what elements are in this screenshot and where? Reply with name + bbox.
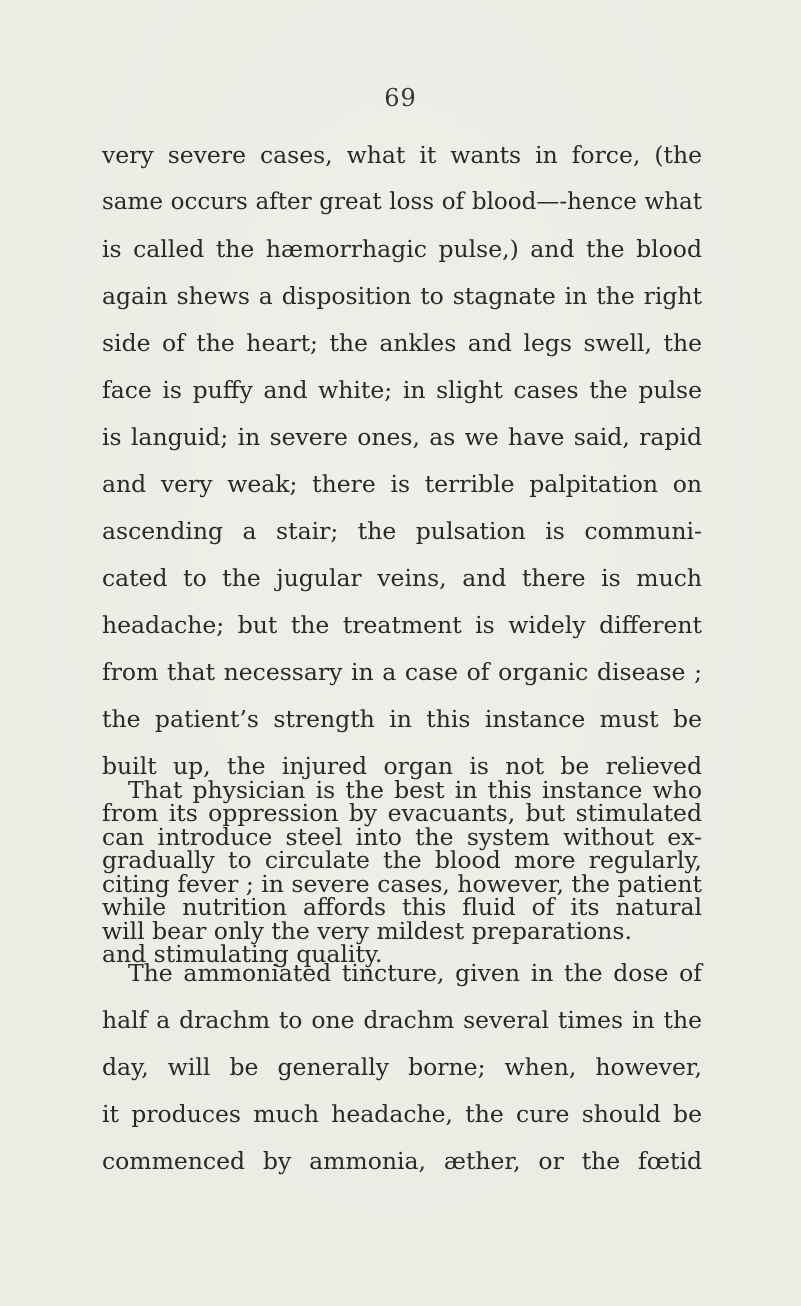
text-line: built up, the injured organ is not be relieved: [102, 752, 702, 780]
text-line: the patient’s strength in this instance must be: [102, 705, 702, 733]
text-line: ascending a stair; the pulsation is communi-: [102, 517, 702, 545]
text-line: from its oppression by evacuants, but stimulated: [102, 799, 702, 827]
text-line: The ammoniated tincture, given in the dose of: [128, 959, 702, 987]
text-line: same occurs after great loss of blood—-hence what: [102, 189, 702, 215]
text-line: while nutrition affords this fluid of its natural: [102, 893, 702, 921]
paragraph-3: [102, 950, 702, 1185]
text-line: citing fever ; in severe cases, however, the patient: [102, 870, 702, 898]
text-line: face is puffy and white; in slight cases the pulse: [102, 376, 702, 404]
text-line: from that necessary in a case of organic disease ;: [102, 658, 702, 686]
text-line: commenced by ammonia, æther, or the fœtid: [102, 1147, 702, 1175]
text-line: cated to the jugular veins, and there is much: [102, 564, 702, 592]
text-line: headache; but the treatment is widely different: [102, 611, 702, 639]
text-line: day, will be generally borne; when, however,: [102, 1053, 702, 1081]
text-line: side of the heart; the ankles and legs swell, the: [102, 329, 702, 357]
text-line: gradually to circulate the blood more regularly,: [102, 846, 702, 874]
text-line: very severe cases, what it wants in force, (the: [102, 141, 702, 169]
text-line: is languid; in severe ones, as we have said, rapid: [102, 423, 702, 451]
text-line: That physician is the best in this instance who: [128, 776, 702, 804]
text-line: is called the hæmorrhagic pulse,) and the blood: [102, 235, 702, 263]
paragraph-2: [102, 767, 702, 955]
text-line: can introduce steel into the system without ex-: [102, 823, 702, 851]
text-line: half a drachm to one drachm several times in the: [102, 1006, 702, 1034]
text-line: and stimulating quality.: [102, 940, 383, 968]
text-line: again shews a disposition to stagnate in the right: [102, 282, 702, 310]
text-line: it produces much headache, the cure should be: [102, 1100, 702, 1128]
page-number: 69: [384, 84, 417, 112]
text-line: and very weak; there is terrible palpitation on: [102, 470, 702, 498]
text-line: will bear only the very mildest preparations.: [102, 917, 632, 945]
